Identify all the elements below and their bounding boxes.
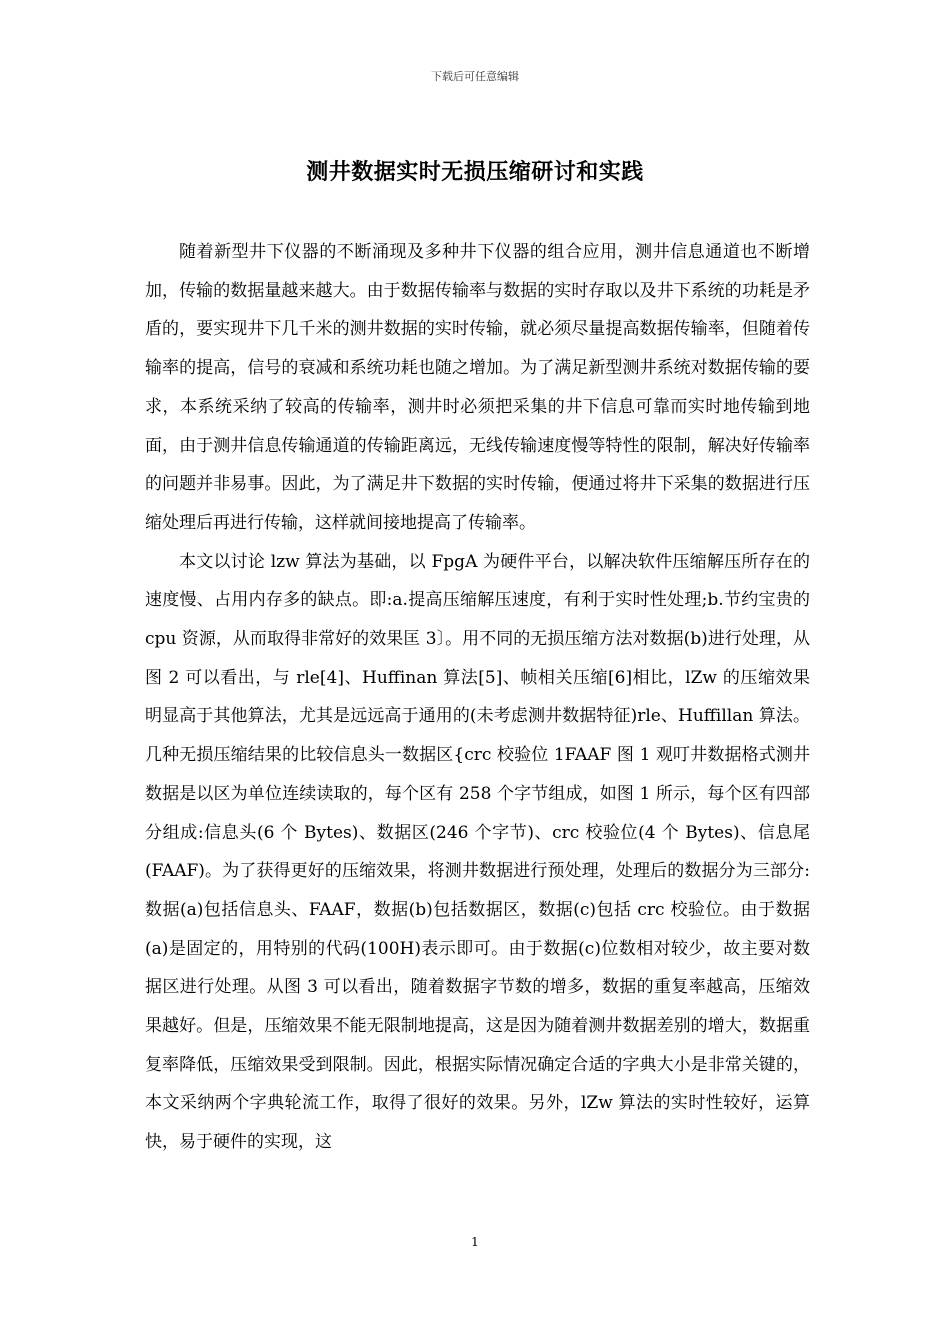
page-number: 1	[471, 1235, 479, 1249]
header-note: 下载后可任意编辑	[431, 70, 519, 83]
document-title: 测井数据实时无损压缩研讨和实践	[306, 160, 644, 185]
paragraph: 本文以讨论 lzw 算法为基础，以 FpgA 为硬件平台，以解决软件压缩解压所存在的速度慢、占用内存多的缺点。即:a.提高压缩解压速度，有利于实时性处理;b.节约宝贵的 cpu 资源，从而取得非常好的效果匡 3〕。用不同的无损压缩方法对数据(b)进行处理，从图 2 可以看出，与 rle[4]、Huffinan 算法[5]、帧相关压缩[6]相比，lZw 的压缩效果明显高于其他算法，尤其是远远高于通用的(未考虑测井数据特征)rle、Huffillan 算法。几种无损压缩结果的比较信息头一数据区{crc 校验位 1FAAF 图 1 观叮井数据格式测井数据是以区为单位连续读取的，每个区有 258 个字节组成，如图 1 所示，每个区有四部分组成:信息头(6 个 Bytes)、数据区(246 个字节)、crc 校验位(4 个 Bytes)、信息尾(FAAF)。为了获得更好的压缩效果，将测井数据进行预处理，处理后的数据分为三部分:数据(a)包括信息头、FAAF，数据(b)包括数据区，数据(c)包括 crc 校验位。由于数据(a)是固定的，用特别的代码(100H)表示即可。由于数据(c)位数相对较少，故主要对数据区进行处理。从图 3 可以看出，随着数据字节数的增多，数据的重复率越高，压缩效果越好。但是，压缩效果不能无限制地提高，这是因为随着测井数据差别的增大，数据重复率降低，压缩效果受到限制。因此，根据实际情况确定合适的字典大小是非常关键的，本文采纳两个字典轮流工作，取得了很好的效果。另外，lZw 算法的实时性较好，运算快，易于硬件的实现，这	[145, 551, 810, 1153]
document-body	[145, 233, 810, 1162]
paragraph: 随着新型井下仪器的不断涌现及多种井下仪器的组合应用，测井信息通道也不断增加，传输的数据量越来越大。由于数据传输率与数据的实时存取以及井下系统的功耗是矛盾的，要实现井下几千米的测井数据的实时传输，就必须尽量提高数据传输率，但随着传输率的提高，信号的衰减和系统功耗也随之增加。为了满足新型测井系统对数据传输的要求，本系统采纳了较高的传输率，测井时必须把采集的井下信息可靠而实时地传输到地面，由于测井信息传输通道的传输距离远，无线传输速度慢等特性的限制，解决好传输率的问题并非易事。因此，为了满足井下数据的实时传输，便通过将井下采集的数据进行压缩处理后再进行传输，这样就间接地提高了传输率。	[145, 242, 810, 533]
